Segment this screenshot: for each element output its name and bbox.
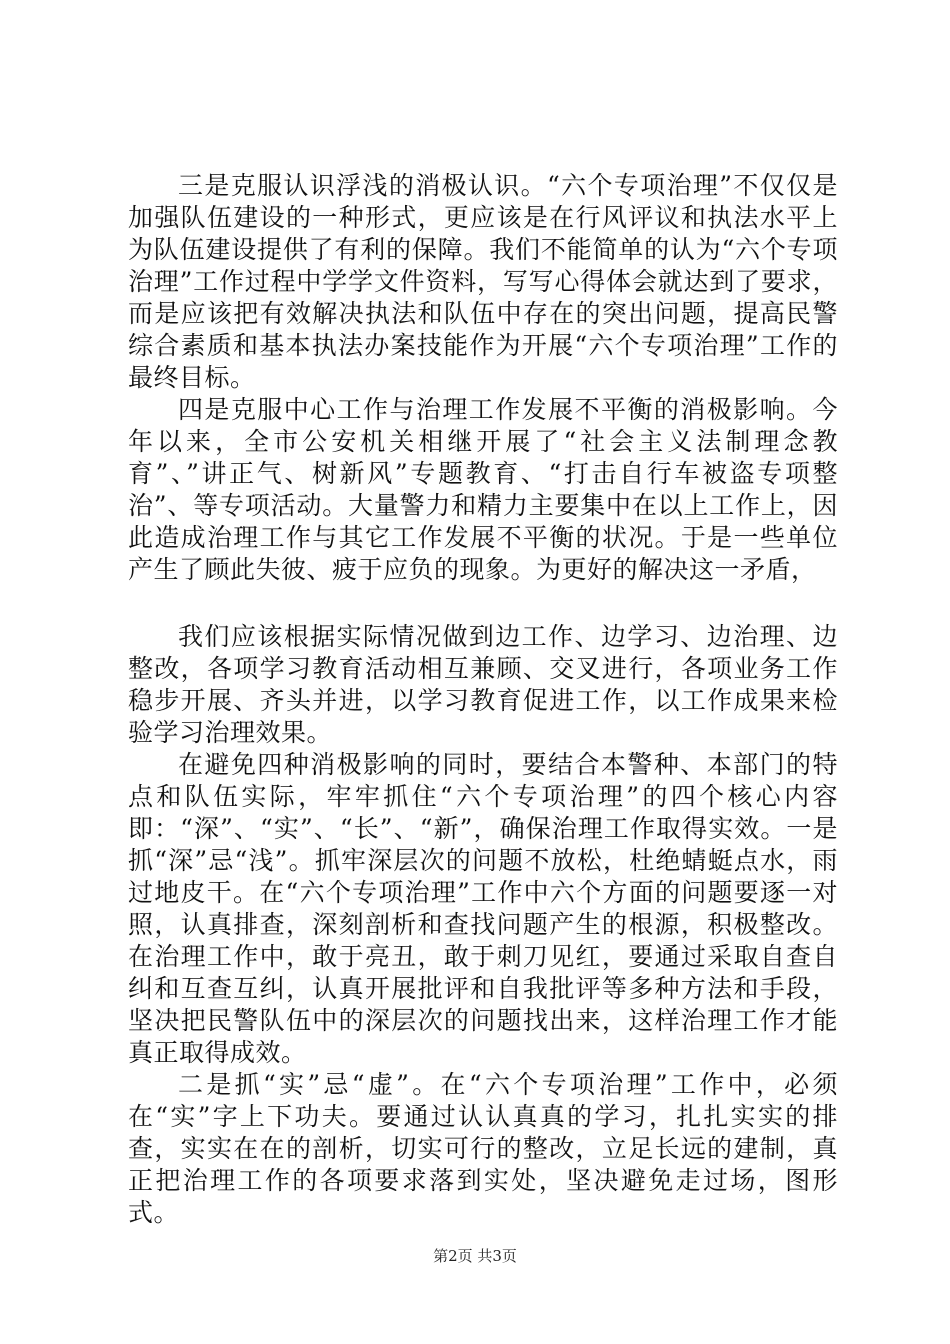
paragraph-balance-work: 我们应该根据实际情况做到边工作、边学习、边治理、边整改，各项学习教育活动相互兼顾、交叉进行，各项业务工作稳步开展、齐头并进，以学习教育促进工作，以工作成果来检验学习治理效果。 xyxy=(128,622,838,747)
paragraph-third-point: 三是克服认识浮浅的消极认识。“六个专项治理”不仅仅是加强队伍建设的一种形式，更应该是在行风评议和执法水平上为队伍建设提供了有利的保障。我们不能简单的认为“六个专项治理”工作过程中学学文件资料，写写心得体会就达到了要求，而是应该把有效解决执法和队伍中存在的突出问题，提高民警综合素质和基本执法办案技能作为开展“六个专项治理”工作的最终目标。 xyxy=(128,171,838,392)
page-number-footer: 第2页 共3页 xyxy=(433,1247,517,1265)
text-block-bottom xyxy=(128,621,838,1229)
paragraph-core-content: 在避免四种消极影响的同时，要结合本警种、本部门的特点和队伍实际，牢牢抓住“六个专项治理”的四个核心内容即：“深”、“实”、“长”、“新”，确保治理工作取得实效。一是抓“深”忌“浅”。抓牢深层次的问题不放松，杜绝蜻蜓点水，雨过地皮干。在“六个专项治理”工作中六个方面的问题要逐一对照，认真排查，深刻剖析和查找问题产生的根源，积极整改。在治理工作中，敢于亮丑，敢于刺刀见红，要通过采取自查自纠和互查互纠，认真开展批评和自我批评等多种方法和手段，坚决把民警队伍中的深层次的问题找出来，这样治理工作才能真正取得成效。 xyxy=(128,750,838,1067)
paragraph-substantive: 二是抓“实”忌“虚”。在“六个专项治理”工作中，必须在“实”字上下功夫。要通过认认真真的学习，扎扎实实的排查，实实在在的剖析，切实可行的整改，立足长远的建制，真正把治理工作的各项要求落到实处，坚决避免走过场，图形式。 xyxy=(128,1070,838,1227)
paragraph-fourth-point: 四是克服中心工作与治理工作发展不平衡的消极影响。今年以来，全市公安机关相继开展了“社会主义法制理念教育”、”讲正气、树新风”专题教育、“打击自行车被盗专项整治”、等专项活动。大量警力和精力主要集中在以上工作上，因此造成治理工作与其它工作发展不平衡的状况。于是一些单位产生了顾此失彼、疲于应负的现象。为更好的解决这一矛盾， xyxy=(128,395,838,584)
text-block-top xyxy=(128,170,838,586)
